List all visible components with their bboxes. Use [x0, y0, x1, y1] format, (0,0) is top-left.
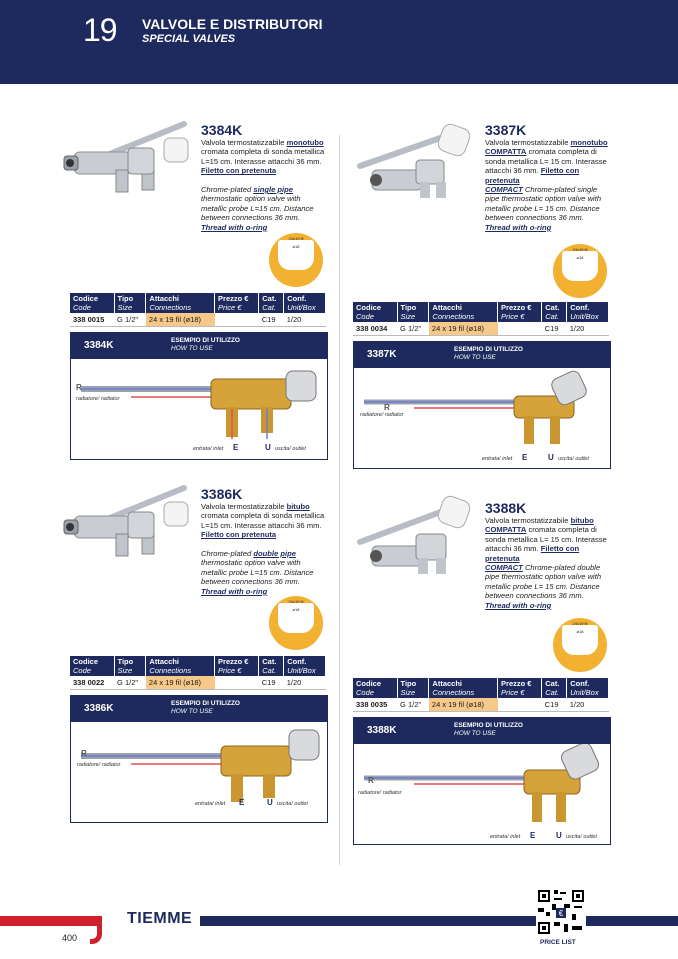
desc-it-highlight: monotubo: [286, 138, 324, 147]
cell-cat: C19: [259, 676, 284, 690]
usage-title-en: HOW TO USE: [171, 345, 213, 352]
th-code: Codice Code: [70, 656, 114, 676]
cell-unit: 1/20: [284, 313, 326, 327]
cell-connections: 24 x 19 fil (ø18): [146, 676, 215, 690]
usage-example: [70, 695, 328, 823]
th-code: Codice Code: [70, 293, 114, 313]
table-header-row: [70, 656, 326, 676]
connection-diameter: ø18: [292, 607, 300, 612]
th-cat: Cat. Cat.: [259, 656, 284, 676]
radiator-marker: R: [384, 403, 390, 412]
usage-example: [353, 717, 611, 845]
inlet-marker: E: [522, 453, 528, 462]
usage-code: 3387K: [367, 349, 397, 360]
inlet-marker: E: [233, 443, 239, 452]
usage-title-it: ESEMPIO DI UTILIZZO: [171, 700, 240, 707]
th-price: Prezzo € Price €: [215, 293, 259, 313]
connection-label: 24x19 fil: [572, 247, 588, 252]
connection-label: 24x19 fil: [288, 599, 304, 604]
valve-image: [356, 492, 486, 578]
chapter-title: VALVOLE E DISTRIBUTORI: [142, 16, 323, 32]
th-price: Prezzo € Price €: [215, 656, 259, 676]
usage-example-header: [71, 696, 327, 722]
cell-code: 338 0035: [353, 698, 397, 712]
radiator-marker: R: [76, 383, 82, 392]
description-it: [201, 502, 325, 540]
th-price: Prezzo € Price €: [498, 302, 542, 322]
cell-code: 338 0034: [353, 322, 397, 336]
description-it: [485, 138, 609, 185]
desc-it-text: Valvola termostatizzabile: [201, 138, 285, 147]
desc-it-thread: Filetto con pretenuta: [201, 530, 277, 540]
th-connections: Attacchi Connections: [429, 678, 498, 698]
description-en: [485, 185, 609, 232]
connection-diagram: [553, 618, 607, 672]
cell-cat: C19: [259, 313, 284, 327]
footer-accent-hook: [90, 916, 102, 944]
table-row: [353, 698, 609, 712]
cell-connections: 24 x 19 fil (ø18): [429, 698, 498, 712]
desc-en-text: Chrome-plated: [201, 185, 252, 194]
connection-diagram: [553, 244, 607, 298]
installation-drawing: [71, 722, 327, 822]
cell-connections: 24 x 19 fil (ø18): [429, 322, 498, 336]
th-cat: Cat. Cat.: [542, 678, 567, 698]
price-list-qr-code[interactable]: [536, 888, 586, 936]
connection-diameter: ø18: [292, 244, 300, 249]
desc-it-highlight: bitubo COMPATTA: [485, 516, 594, 535]
outlet-label: uscita/ outlet: [275, 446, 306, 452]
usage-example: [353, 341, 611, 469]
inlet-label: entrata/ inlet: [195, 801, 226, 807]
table-header-row: [70, 293, 326, 313]
table-header-row: [353, 678, 609, 698]
desc-en-text-2: Chrome-plated double pipe thermostatic option valve with metallic probe L= 15 cm. Distance between connections 36 mm.: [485, 563, 602, 601]
desc-en-thread: Thread with o-ring: [201, 222, 268, 232]
chapter-number: 19: [83, 12, 117, 48]
description-it: [485, 516, 609, 563]
desc-it-text-2: cromata completa di sonda metallica L= 15 cm. Interasse attacchi 36 mm.: [485, 147, 607, 176]
usage-code: 3386K: [84, 703, 114, 714]
th-connections: Attacchi Connections: [146, 293, 215, 313]
cell-code: 338 0022: [70, 676, 114, 690]
radiator-label: radiatore/ radiator: [77, 762, 121, 768]
desc-it-text: Valvola termostatizzabile: [485, 516, 569, 525]
outlet-label: uscita/ outlet: [558, 456, 589, 462]
th-connections: Attacchi Connections: [429, 302, 498, 322]
svg-text:€: €: [558, 909, 564, 918]
radiator-label: radiatore/ radiator: [358, 790, 402, 796]
usage-code: 3384K: [84, 340, 114, 351]
product-code: 3386K: [201, 486, 243, 502]
radiator-marker: R: [81, 749, 87, 758]
cell-size: G 1/2": [397, 322, 429, 336]
radiator-marker: R: [368, 776, 374, 785]
desc-it-thread: Filetto con pretenuta: [485, 544, 580, 563]
usage-example: [70, 332, 328, 460]
cell-unit: 1/20: [567, 698, 609, 712]
desc-en-highlight: double pipe: [253, 549, 296, 558]
brand-logo: TIEMME: [127, 910, 193, 927]
product-code: 3384K: [201, 122, 243, 138]
product-code: 3387K: [485, 122, 527, 138]
page-number: 400: [62, 933, 78, 943]
desc-it-text-2: cromata completa di sonda metallica L=15 cm. Interasse attacchi 36 mm.: [201, 147, 325, 166]
th-code: Codice Code: [353, 678, 397, 698]
desc-it-highlight: monotubo COMPATTA: [485, 138, 608, 157]
desc-it-text-2: cromata completa di sonda metallica L=15 cm. Interasse attacchi 36 mm.: [201, 511, 325, 530]
table-header-row: [353, 302, 609, 322]
description-it: [201, 138, 325, 176]
usage-title-en: HOW TO USE: [454, 354, 496, 361]
usage-example-header: [71, 333, 327, 359]
table-row: [353, 322, 609, 336]
installation-drawing: [354, 368, 610, 468]
th-code: Codice Code: [353, 302, 397, 322]
page-header: [0, 0, 678, 84]
desc-en-thread: Thread with o-ring: [485, 222, 552, 232]
th-size: Tipo Size: [397, 302, 429, 322]
valve-image: [60, 482, 190, 564]
desc-en-highlight: COMPACT: [485, 563, 523, 572]
usage-example-header: [354, 342, 610, 368]
cell-connections: 24 x 19 fil (ø18): [146, 313, 215, 327]
usage-example-header: [354, 718, 610, 744]
desc-it-text: Valvola termostatizzabile: [485, 138, 569, 147]
footer-accent-red: [0, 916, 100, 926]
cell-size: G 1/2": [397, 698, 429, 712]
desc-en-text-2: thermostatic option valve with metallic probe L=15 cm. Distance between connections 36 mm.: [201, 194, 314, 223]
outlet-label: uscita/ outlet: [277, 801, 308, 807]
outlet-label: uscita/ outlet: [566, 834, 597, 840]
usage-title-it: ESEMPIO DI UTILIZZO: [171, 337, 240, 344]
inlet-marker: E: [530, 831, 536, 840]
outlet-marker: U: [548, 453, 554, 462]
column-divider: [339, 135, 340, 865]
inlet-label: entrata/ inlet: [482, 456, 513, 462]
desc-en-thread: Thread with o-ring: [485, 600, 552, 610]
desc-en-text-2: Chrome-plated single pipe thermostatic option valve with metallic probe L= 15 cm. Distance between connections 36 mm.: [485, 185, 602, 223]
desc-it-highlight: bitubo: [286, 502, 310, 511]
description-en: [201, 549, 325, 596]
cell-price: [498, 322, 542, 336]
connection-diameter: ø18: [576, 255, 584, 260]
th-size: Tipo Size: [397, 678, 429, 698]
th-size: Tipo Size: [114, 293, 146, 313]
th-cat: Cat. Cat.: [259, 293, 284, 313]
desc-en-text-2: thermostatic option valve with metallic probe L=15 cm. Distance between connections 36 mm.: [201, 558, 314, 587]
valve-image: [60, 118, 190, 200]
product-code: 3388K: [485, 500, 527, 516]
cell-unit: 1/20: [567, 322, 609, 336]
cell-code: 338 0015: [70, 313, 114, 327]
cell-size: G 1/2": [114, 676, 146, 690]
desc-en-thread: Thread with o-ring: [201, 586, 268, 596]
th-unit: Conf. Unit/Box: [567, 678, 609, 698]
th-cat: Cat. Cat.: [542, 302, 567, 322]
price-list-label: PRICE LIST: [540, 939, 576, 946]
outlet-marker: U: [556, 831, 562, 840]
installation-drawing: [71, 359, 327, 459]
desc-it-text-2: cromata completa di sonda metallica L= 15 cm. Interasse attacchi 36 mm.: [485, 525, 607, 554]
usage-title-en: HOW TO USE: [171, 708, 213, 715]
cell-size: G 1/2": [114, 313, 146, 327]
connection-diameter: ø18: [576, 629, 584, 634]
cell-cat: C19: [542, 322, 567, 336]
connection-diagram: [269, 596, 323, 650]
radiator-label: radiatore/ radiator: [76, 396, 120, 402]
cell-unit: 1/20: [284, 676, 326, 690]
valve-image: [356, 120, 486, 202]
inlet-marker: E: [239, 798, 245, 807]
chapter-subtitle: SPECIAL VALVES: [142, 33, 236, 45]
table-row: [70, 676, 326, 690]
table-row: [70, 313, 326, 327]
product-table: [70, 293, 326, 327]
th-unit: Conf. Unit/Box: [567, 302, 609, 322]
product-table: [353, 302, 609, 336]
usage-title-en: HOW TO USE: [454, 730, 496, 737]
th-size: Tipo Size: [114, 656, 146, 676]
connection-diagram: [269, 233, 323, 287]
inlet-label: entrata/ inlet: [490, 834, 521, 840]
connection-label: 24x19 fil: [572, 621, 588, 626]
cell-price: [498, 698, 542, 712]
product-table: [70, 656, 326, 690]
product-table: [353, 678, 609, 712]
cell-cat: C19: [542, 698, 567, 712]
th-unit: Conf. Unit/Box: [284, 656, 326, 676]
desc-en-highlight: COMPACT: [485, 185, 523, 194]
outlet-marker: U: [267, 798, 273, 807]
usage-code: 3388K: [367, 725, 397, 736]
description-en: [201, 185, 325, 232]
th-price: Prezzo € Price €: [498, 678, 542, 698]
connection-label: 24x19 fil: [288, 236, 304, 241]
description-en: [485, 563, 609, 610]
desc-it-text: Valvola termostatizzabile: [201, 502, 285, 511]
cell-price: [215, 313, 259, 327]
desc-en-highlight: single pipe: [253, 185, 294, 194]
footer-accent-blue: [200, 916, 678, 926]
outlet-marker: U: [265, 443, 271, 452]
inlet-label: entrata/ inlet: [193, 446, 224, 452]
desc-it-thread: Filetto con pretenuta: [485, 166, 580, 185]
usage-title-it: ESEMPIO DI UTILIZZO: [454, 722, 523, 729]
th-connections: Attacchi Connections: [146, 656, 215, 676]
radiator-label: radiatore/ radiator: [360, 412, 404, 418]
th-unit: Conf. Unit/Box: [284, 293, 326, 313]
cell-price: [215, 676, 259, 690]
usage-title-it: ESEMPIO DI UTILIZZO: [454, 346, 523, 353]
desc-it-thread: Filetto con pretenuta: [201, 166, 277, 176]
desc-en-text: Chrome-plated: [201, 549, 252, 558]
